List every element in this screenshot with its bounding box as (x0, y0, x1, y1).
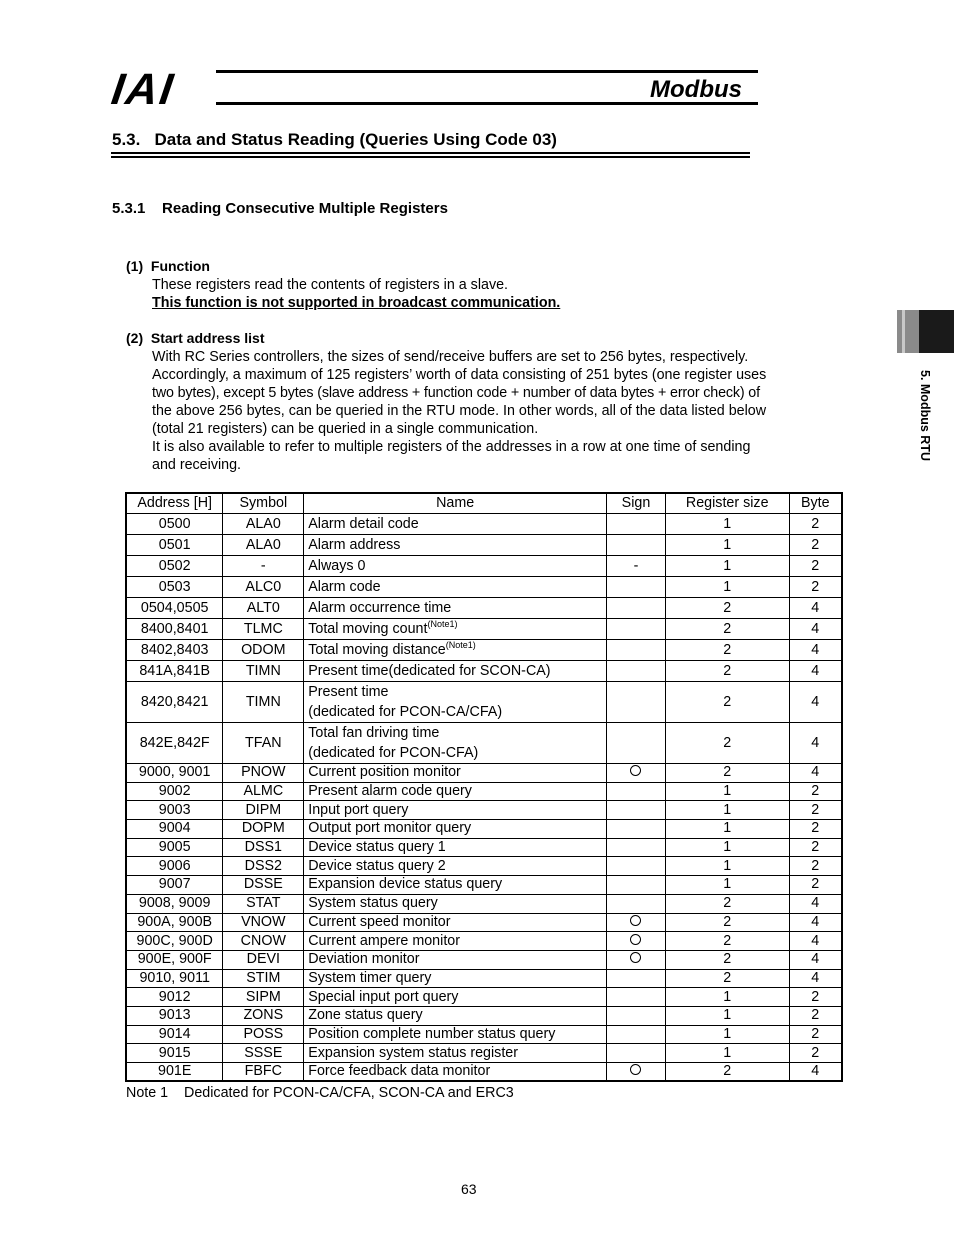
cell-name-text: Present alarm code query (308, 783, 472, 800)
cell-name (304, 876, 607, 895)
table-row (126, 801, 842, 820)
table-row (126, 535, 842, 556)
table-row (126, 577, 842, 598)
cell-byte: 4 (789, 1063, 842, 1082)
cell-name-text-line2: (dedicated for PCON-CFA) (308, 745, 479, 761)
cell-register-size: 1 (665, 577, 789, 598)
cell-symbol: ALA0 (223, 514, 304, 535)
cell-byte: 2 (789, 1006, 842, 1025)
start-line: two bytes), except 5 bytes (slave address + function code + number of data bytes + error check) of (152, 385, 760, 401)
cell-register-size: 1 (665, 820, 789, 839)
cell-symbol: DOPM (223, 820, 304, 839)
note-superscript: (Note1) (445, 639, 476, 650)
cell-address: 9006 (126, 857, 223, 876)
cell-name (304, 782, 607, 801)
side-tab-dark (919, 310, 954, 353)
cell-address: 842E,842F (126, 723, 223, 764)
function-line-1: These registers read the contents of registers in a slave. (152, 277, 509, 293)
cell-name (304, 556, 607, 577)
table-row (126, 1044, 842, 1063)
cell-name-text: Device status query 1 (308, 839, 446, 856)
cell-byte: 4 (789, 661, 842, 682)
cell-name-text: Alarm address (308, 536, 401, 553)
cell-sign (607, 838, 666, 857)
cell-address: 900C, 900D (126, 932, 223, 951)
cell-name (304, 950, 607, 969)
cell-register-size: 2 (665, 913, 789, 932)
col-header-sign: Sign (607, 493, 666, 514)
cell-sign (607, 640, 666, 661)
cell-name-text: Alarm detail code (308, 515, 419, 532)
cell-name-text: Position complete number status query (308, 1025, 556, 1042)
cell-byte: 2 (789, 782, 842, 801)
cell-address: 900E, 900F (126, 950, 223, 969)
cell-sign (607, 1063, 666, 1082)
cell-symbol: FBFC (223, 1063, 304, 1082)
cell-symbol: - (223, 556, 304, 577)
header-rule-top (216, 70, 758, 73)
cell-byte: 2 (789, 1025, 842, 1044)
cell-byte: 4 (789, 640, 842, 661)
sign-circle-icon (630, 934, 641, 945)
table-header-row (126, 493, 842, 514)
table-row (126, 913, 842, 932)
cell-register-size: 1 (665, 838, 789, 857)
cell-symbol: TFAN (223, 723, 304, 764)
cell-register-size: 2 (665, 969, 789, 988)
cell-register-size: 1 (665, 988, 789, 1007)
cell-sign (607, 969, 666, 988)
table-row (126, 619, 842, 640)
cell-register-size: 1 (665, 1006, 789, 1025)
cell-symbol: DSS2 (223, 857, 304, 876)
table-row (126, 894, 842, 913)
cell-byte: 2 (789, 801, 842, 820)
cell-address: 900A, 900B (126, 913, 223, 932)
table-row (126, 556, 842, 577)
cell-sign (607, 950, 666, 969)
cell-address: 9000, 9001 (126, 764, 223, 783)
start-line: Accordingly, a maximum of 125 registers’ worth of data consisting of 251 bytes (one register uses (152, 367, 767, 383)
cell-symbol: DSS1 (223, 838, 304, 857)
table-row (126, 782, 842, 801)
note-superscript: (Note1) (427, 618, 458, 629)
cell-name (304, 894, 607, 913)
cell-byte: 4 (789, 619, 842, 640)
cell-sign: - (607, 556, 666, 577)
cell-name (304, 1025, 607, 1044)
cell-name (304, 932, 607, 951)
cell-symbol: ODOM (223, 640, 304, 661)
cell-address: 9008, 9009 (126, 894, 223, 913)
section-rule-2 (111, 156, 750, 158)
cell-byte: 4 (789, 932, 842, 951)
table-row (126, 723, 842, 764)
cell-register-size: 2 (665, 950, 789, 969)
subsection-title: 5.3.1 Reading Consecutive Multiple Registers (112, 200, 448, 217)
cell-register-size: 1 (665, 556, 789, 577)
section-rule-1 (111, 152, 750, 154)
cell-sign (607, 661, 666, 682)
cell-sign (607, 913, 666, 932)
cell-register-size: 1 (665, 1044, 789, 1063)
cell-name-text: Total moving distance (308, 641, 446, 658)
table-row (126, 1025, 842, 1044)
cell-byte: 4 (789, 682, 842, 723)
start-line: (total 21 registers) can be queried in a single communication. (152, 421, 539, 437)
cell-byte: 2 (789, 820, 842, 839)
table-row (126, 514, 842, 535)
start-line: the above 256 bytes, can be queried in the RTU mode. In other words, all of the data listed below (152, 403, 767, 419)
cell-name-text: Present time(dedicated for SCON-CA) (308, 662, 551, 679)
cell-sign (607, 764, 666, 783)
cell-name-text: Total fan driving time (308, 725, 440, 741)
cell-name-text: Total moving count (308, 620, 428, 637)
cell-symbol: TIMN (223, 661, 304, 682)
cell-name-text: Alarm code (308, 578, 381, 595)
cell-sign (607, 820, 666, 839)
cell-name-text: Always 0 (308, 557, 366, 574)
cell-address: 0500 (126, 514, 223, 535)
cell-address: 9002 (126, 782, 223, 801)
cell-name (304, 1044, 607, 1063)
cell-address: 8402,8403 (126, 640, 223, 661)
cell-name (304, 969, 607, 988)
table-row (126, 764, 842, 783)
cell-name (304, 640, 607, 661)
cell-sign (607, 1025, 666, 1044)
cell-name-text: System timer query (308, 969, 432, 986)
cell-byte: 2 (789, 857, 842, 876)
cell-symbol: DEVI (223, 950, 304, 969)
cell-name (304, 801, 607, 820)
cell-name (304, 913, 607, 932)
cell-name-text: Present time (308, 684, 389, 700)
cell-sign (607, 932, 666, 951)
cell-sign (607, 857, 666, 876)
col-header-symbol: Symbol (223, 493, 304, 514)
cell-byte: 2 (789, 988, 842, 1007)
side-tab-stripe (902, 310, 905, 353)
cell-symbol: SSSE (223, 1044, 304, 1063)
cell-name (304, 820, 607, 839)
cell-sign (607, 598, 666, 619)
table-row (126, 932, 842, 951)
cell-name (304, 598, 607, 619)
cell-name-text: Input port query (308, 801, 409, 818)
cell-sign (607, 577, 666, 598)
table-row (126, 640, 842, 661)
cell-symbol: POSS (223, 1025, 304, 1044)
cell-name-text: Current position monitor (308, 764, 461, 781)
table-row (126, 1006, 842, 1025)
sign-circle-icon (630, 1064, 641, 1075)
cell-register-size: 1 (665, 801, 789, 820)
cell-name-text-line2: (dedicated for PCON-CA/CFA) (308, 704, 503, 720)
cell-address: 9005 (126, 838, 223, 857)
cell-address: 8400,8401 (126, 619, 223, 640)
cell-register-size: 2 (665, 682, 789, 723)
col-header-byte: Byte (789, 493, 842, 514)
cell-sign (607, 535, 666, 556)
cell-symbol: ZONS (223, 1006, 304, 1025)
cell-address: 9010, 9011 (126, 969, 223, 988)
cell-name-text: Output port monitor query (308, 820, 472, 837)
cell-name-text: Deviation monitor (308, 951, 420, 968)
cell-register-size: 1 (665, 1025, 789, 1044)
register-table (125, 492, 843, 1082)
cell-symbol: CNOW (223, 932, 304, 951)
cell-register-size: 2 (665, 932, 789, 951)
page-number: 63 (461, 1181, 477, 1197)
table-row (126, 988, 842, 1007)
cell-name (304, 514, 607, 535)
cell-name (304, 857, 607, 876)
cell-register-size: 2 (665, 894, 789, 913)
cell-address: 0504,0505 (126, 598, 223, 619)
table-row (126, 682, 842, 723)
cell-name (304, 1063, 607, 1082)
cell-name (304, 838, 607, 857)
cell-symbol: ALA0 (223, 535, 304, 556)
side-tab-label: 5. Modbus RTU (918, 370, 932, 461)
cell-name-text: Special input port query (308, 988, 459, 1005)
cell-address: 841A,841B (126, 661, 223, 682)
cell-name-text: Zone status query (308, 1007, 423, 1024)
cell-register-size: 2 (665, 1063, 789, 1082)
start-line: and receiving. (152, 457, 242, 473)
cell-name (304, 723, 607, 764)
cell-name (304, 535, 607, 556)
cell-register-size: 2 (665, 598, 789, 619)
start-line: It is also available to refer to multiple registers of the addresses in a row at one time of sending (152, 439, 751, 455)
cell-symbol: DSSE (223, 876, 304, 895)
cell-sign (607, 876, 666, 895)
cell-address: 9003 (126, 801, 223, 820)
cell-address: 0503 (126, 577, 223, 598)
cell-name (304, 988, 607, 1007)
table-row (126, 857, 842, 876)
cell-byte: 2 (789, 1044, 842, 1063)
cell-symbol: DIPM (223, 801, 304, 820)
cell-symbol: STAT (223, 894, 304, 913)
sign-circle-icon (630, 765, 641, 776)
cell-register-size: 1 (665, 876, 789, 895)
cell-sign (607, 988, 666, 1007)
cell-register-size: 1 (665, 782, 789, 801)
function-text (152, 276, 560, 312)
cell-byte: 4 (789, 894, 842, 913)
cell-address: 9013 (126, 1006, 223, 1025)
col-header-address: Address [H] (126, 493, 223, 514)
cell-byte: 4 (789, 598, 842, 619)
start-address-heading: (2) Start address list (126, 330, 265, 346)
cell-name-text: Current ampere monitor (308, 932, 460, 949)
cell-address: 901E (126, 1063, 223, 1082)
cell-symbol: SIPM (223, 988, 304, 1007)
function-line-2: This function is not supported in broadcast communication. (152, 295, 561, 311)
table-row (126, 838, 842, 857)
header-title: Modbus (650, 76, 742, 103)
cell-register-size: 1 (665, 514, 789, 535)
cell-register-size: 2 (665, 723, 789, 764)
cell-sign (607, 619, 666, 640)
cell-byte: 4 (789, 723, 842, 764)
table-row (126, 1063, 842, 1082)
cell-name (304, 577, 607, 598)
cell-name-text: Device status query 2 (308, 857, 446, 874)
cell-register-size: 2 (665, 661, 789, 682)
cell-sign (607, 1006, 666, 1025)
cell-symbol: VNOW (223, 913, 304, 932)
cell-name (304, 661, 607, 682)
cell-byte: 4 (789, 764, 842, 783)
col-header-name: Name (304, 493, 607, 514)
cell-register-size: 2 (665, 640, 789, 661)
cell-address: 0501 (126, 535, 223, 556)
cell-byte: 4 (789, 969, 842, 988)
cell-address: 9007 (126, 876, 223, 895)
cell-name-text: Force feedback data monitor (308, 1063, 491, 1080)
cell-register-size: 1 (665, 857, 789, 876)
cell-name-text: Current speed monitor (308, 913, 451, 930)
table-note: Note 1 Dedicated for PCON-CA/CFA, SCON-CA and ERC3 (126, 1085, 514, 1101)
cell-name (304, 619, 607, 640)
cell-sign (607, 782, 666, 801)
cell-address: 9004 (126, 820, 223, 839)
cell-address: 8420,8421 (126, 682, 223, 723)
cell-sign (607, 894, 666, 913)
cell-sign (607, 801, 666, 820)
cell-name-text: System status query (308, 895, 438, 912)
section-title: 5.3. Data and Status Reading (Queries Using Code 03) (112, 130, 557, 149)
cell-name-text: Expansion device status query (308, 876, 503, 893)
cell-register-size: 2 (665, 764, 789, 783)
cell-byte: 2 (789, 535, 842, 556)
iai-logo: IAI (108, 65, 178, 114)
cell-register-size: 2 (665, 619, 789, 640)
cell-symbol: ALMC (223, 782, 304, 801)
cell-symbol: PNOW (223, 764, 304, 783)
cell-sign (607, 514, 666, 535)
cell-symbol: ALT0 (223, 598, 304, 619)
cell-byte: 4 (789, 913, 842, 932)
cell-sign (607, 723, 666, 764)
cell-name (304, 1006, 607, 1025)
table-row (126, 598, 842, 619)
cell-name-text: Expansion system status register (308, 1044, 519, 1061)
function-heading: (1) Function (126, 258, 210, 274)
cell-byte: 2 (789, 876, 842, 895)
cell-sign (607, 1044, 666, 1063)
cell-register-size: 1 (665, 535, 789, 556)
cell-address: 0502 (126, 556, 223, 577)
cell-byte: 4 (789, 950, 842, 969)
cell-address: 9014 (126, 1025, 223, 1044)
cell-symbol: ALC0 (223, 577, 304, 598)
cell-symbol: STIM (223, 969, 304, 988)
cell-address: 9012 (126, 988, 223, 1007)
cell-name (304, 682, 607, 723)
sign-circle-icon (630, 952, 641, 963)
table-row (126, 876, 842, 895)
cell-address: 9015 (126, 1044, 223, 1063)
start-line: With RC Series controllers, the sizes of send/receive buffers are set to 256 bytes, respectively. (152, 349, 749, 365)
table-row (126, 969, 842, 988)
cell-sign (607, 682, 666, 723)
side-tab-gray (897, 310, 919, 353)
cell-byte: 2 (789, 556, 842, 577)
cell-byte: 2 (789, 577, 842, 598)
table-row (126, 950, 842, 969)
cell-byte: 2 (789, 838, 842, 857)
cell-name-text: Alarm occurrence time (308, 599, 452, 616)
cell-name (304, 764, 607, 783)
table-row (126, 661, 842, 682)
cell-byte: 2 (789, 514, 842, 535)
table-row (126, 820, 842, 839)
col-header-register-size: Register size (665, 493, 789, 514)
cell-symbol: TIMN (223, 682, 304, 723)
cell-symbol: TLMC (223, 619, 304, 640)
start-address-text (152, 348, 766, 474)
sign-circle-icon (630, 915, 641, 926)
